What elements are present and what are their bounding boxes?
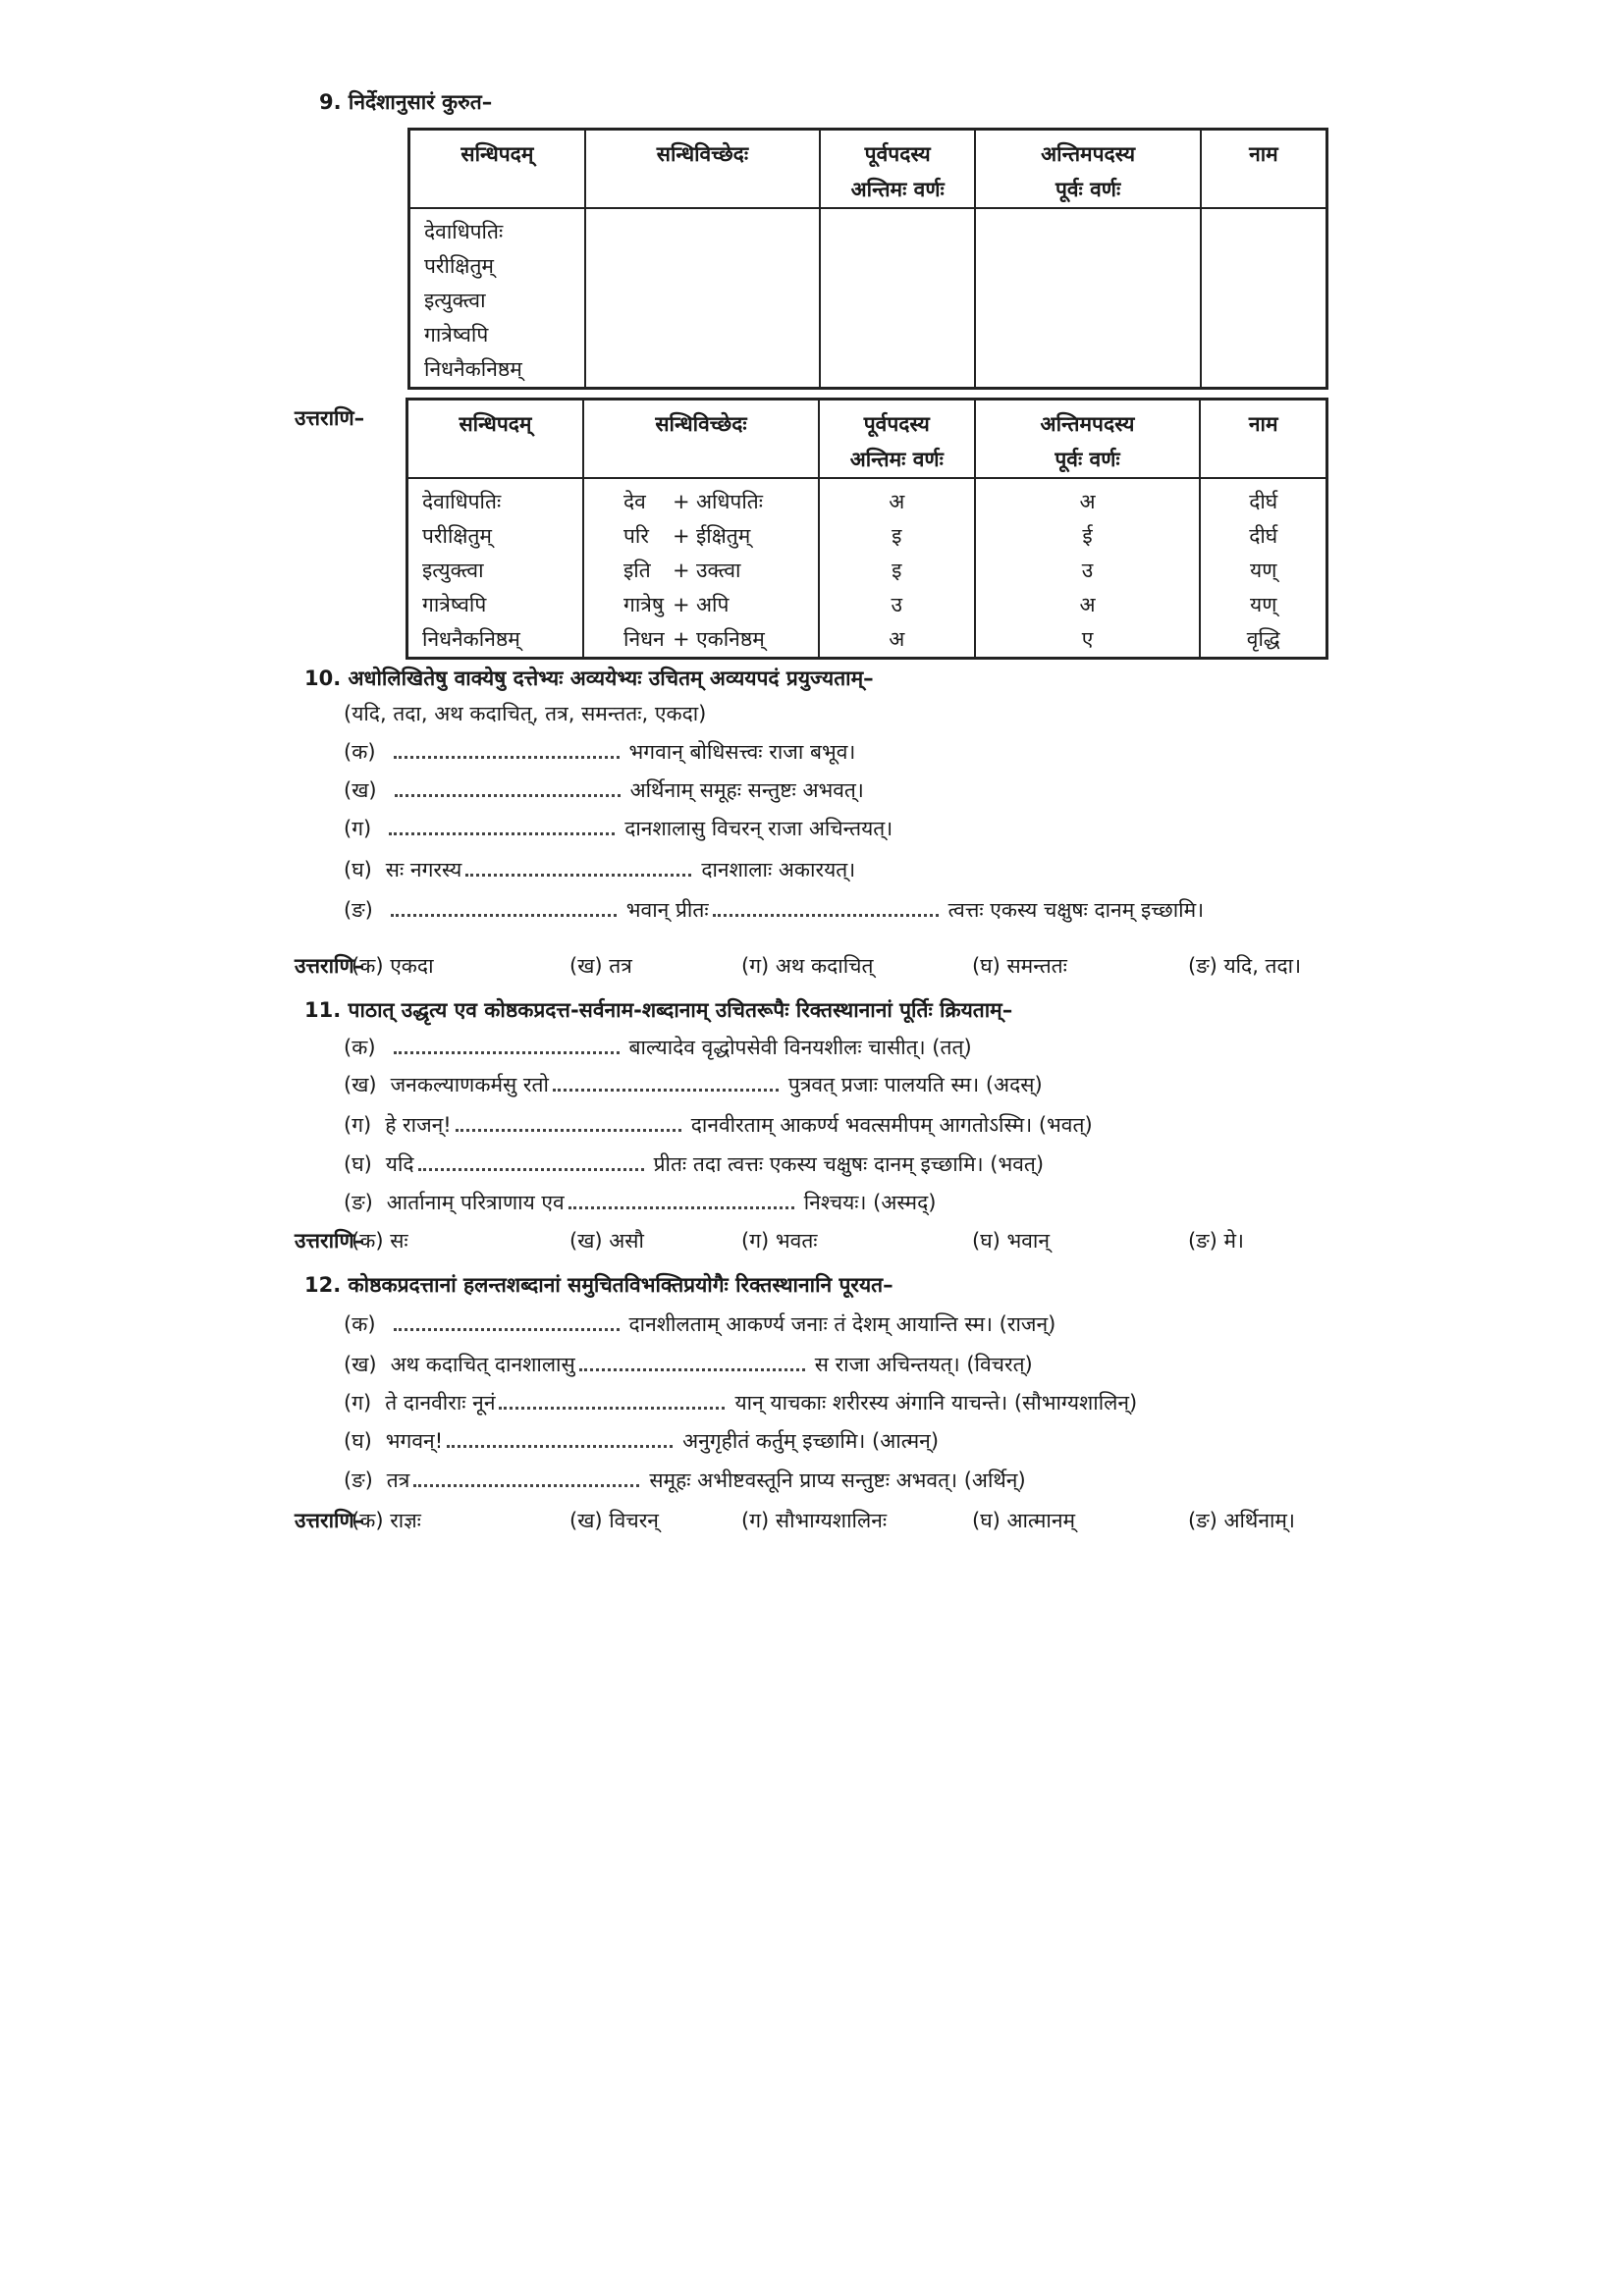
question-item bbox=[344, 738, 855, 766]
fill-blank[interactable] bbox=[394, 746, 620, 759]
col-header: अन्तिमपदस्य पूर्वः वर्णः bbox=[975, 400, 1201, 479]
split-first: इति bbox=[623, 559, 651, 582]
item-label: (घ) bbox=[344, 1429, 372, 1453]
item-label: (ग) bbox=[344, 1113, 372, 1137]
split-first: परि bbox=[623, 524, 649, 548]
empty-cell[interactable] bbox=[820, 208, 975, 389]
item-label: (ख) bbox=[344, 1073, 377, 1096]
answer-item: (ख) असौ bbox=[569, 1229, 644, 1253]
split-second: एकनिष्ठम् bbox=[696, 627, 765, 651]
answer-split-column bbox=[583, 478, 819, 659]
question-item bbox=[344, 1351, 1033, 1378]
answer-last-letter: इ bbox=[892, 559, 902, 582]
item-text: सः नगरस्य bbox=[385, 858, 462, 881]
q9-question-table bbox=[407, 128, 1328, 390]
q9-answer-table bbox=[406, 398, 1328, 660]
word-cell: निधनैकनिष्ठम् bbox=[424, 357, 522, 381]
answer-word: परीक्षितुम् bbox=[422, 524, 492, 548]
fill-blank[interactable] bbox=[394, 1041, 620, 1054]
question-item bbox=[344, 776, 864, 804]
item-text: अनुगृहीतं कर्तुम् इच्छामि। (आत्मन्) bbox=[682, 1429, 940, 1453]
word-cell: इत्युक्त्वा bbox=[424, 289, 486, 312]
item-text: दानशालासु विचरन् राजा अचिन्तयत्। bbox=[624, 817, 893, 840]
answer-last-letter-column bbox=[819, 478, 975, 659]
answer-item: (घ) समन्ततः bbox=[972, 954, 1067, 978]
fill-blank[interactable] bbox=[394, 1318, 620, 1331]
item-label: (क) bbox=[344, 1036, 376, 1059]
plus-sign: + bbox=[673, 559, 690, 582]
q9-heading: 9. निर्देशानुसारं कुरुत– bbox=[319, 90, 493, 114]
question-item bbox=[344, 1427, 939, 1455]
item-label: (ख) bbox=[344, 778, 377, 802]
word-column bbox=[409, 208, 585, 389]
item-text: तत्र bbox=[386, 1468, 410, 1492]
answer-sandhi-name: यण् bbox=[1250, 559, 1277, 582]
col-header: सन्धिविच्छेदः bbox=[583, 400, 819, 479]
answer-item: (ङ) यदि, तदा। bbox=[1188, 954, 1302, 978]
answer-split bbox=[584, 519, 818, 554]
answer-split bbox=[584, 588, 818, 622]
item-label: (क) bbox=[344, 740, 376, 764]
answer-sandhi-name: यण् bbox=[1250, 593, 1277, 616]
answer-item: (ख) विचरन् bbox=[569, 1509, 659, 1532]
item-text: आर्तानाम् परित्राणाय एव bbox=[386, 1191, 565, 1214]
word-cell: देवाधिपतिः bbox=[424, 220, 504, 243]
item-text: यान् याचकाः शरीरस्य अंगानि याचन्ते। (सौभाग्यशालिन्) bbox=[734, 1391, 1138, 1415]
answer-sandhi-name: वृद्धि bbox=[1246, 627, 1280, 651]
empty-cell[interactable] bbox=[975, 208, 1200, 389]
item-text: ते दानवीराः नूनं bbox=[385, 1391, 496, 1415]
item-label: (घ) bbox=[344, 1152, 372, 1176]
answer-last-letter: अ bbox=[889, 490, 905, 513]
answer-item: (ग) अथ कदाचित् bbox=[741, 954, 874, 978]
question-item bbox=[344, 1389, 1137, 1416]
question-item bbox=[344, 1150, 1044, 1178]
item-text: बाल्यादेव वृद्धोपसेवी विनयशीलः चासीत्। (तत्) bbox=[628, 1036, 972, 1059]
fill-blank[interactable] bbox=[579, 1359, 805, 1371]
answer-first-letter: अ bbox=[1079, 593, 1096, 616]
fill-blank[interactable] bbox=[391, 904, 617, 917]
item-text: निश्चयः। (अस्मद्) bbox=[803, 1191, 937, 1214]
fill-blank[interactable] bbox=[499, 1397, 725, 1410]
item-text: यदि bbox=[385, 1152, 414, 1176]
answer-label: उत्तराणि– bbox=[295, 1229, 365, 1253]
item-text: हे राजन्! bbox=[385, 1113, 452, 1137]
col-header: पूर्वपदस्य अन्तिमः वर्णः bbox=[820, 130, 975, 209]
question-item bbox=[344, 1111, 1093, 1139]
answer-item: (क) एकदा bbox=[352, 954, 434, 978]
answer-item: (घ) आत्मानम् bbox=[972, 1509, 1076, 1532]
item-text: जनकल्याणकर्मसु रतो bbox=[390, 1073, 549, 1096]
col-header: नाम bbox=[1201, 130, 1327, 209]
answer-item: (क) राज्ञः bbox=[352, 1509, 421, 1532]
item-text: दानवीरताम् आकर्ण्य भवत्समीपम् आगतोऽस्मि। (भवत्) bbox=[690, 1113, 1093, 1137]
answer-item: (घ) भवान् bbox=[972, 1229, 1051, 1253]
answer-word: गात्रेष्वपि bbox=[422, 593, 487, 616]
item-text: प्रीतः तदा त्वत्तः एकस्य चक्षुषः दानम् इच्छामि। (भवत्) bbox=[653, 1152, 1045, 1176]
plus-sign: + bbox=[673, 627, 690, 651]
fill-blank[interactable] bbox=[465, 864, 691, 877]
answer-last-letter: अ bbox=[889, 627, 905, 651]
answer-split bbox=[584, 485, 818, 519]
answer-item: (क) सः bbox=[352, 1229, 408, 1253]
question-item bbox=[344, 1071, 1043, 1098]
plus-sign: + bbox=[673, 593, 690, 616]
q9-answer-label: उत्तराणि– bbox=[295, 406, 365, 430]
answer-first-letter: उ bbox=[1081, 559, 1094, 582]
answer-name-column bbox=[1200, 478, 1326, 659]
item-text: अथ कदाचित् दानशालासु bbox=[390, 1353, 575, 1376]
split-second: ईक्षितुम् bbox=[696, 524, 751, 548]
item-label: (ङ) bbox=[344, 898, 373, 922]
answer-first-letter: ए bbox=[1081, 627, 1094, 651]
fill-blank[interactable] bbox=[418, 1158, 644, 1171]
item-text: दानशालाः अकारयत्। bbox=[701, 858, 856, 881]
answer-word-column bbox=[407, 478, 584, 659]
item-text: दानशीलताम् आकर्ण्य जनाः तं देशम् आयान्ति स्म। (राजन्) bbox=[628, 1312, 1056, 1336]
answer-last-letter: इ bbox=[892, 524, 902, 548]
split-second: अपि bbox=[696, 593, 730, 616]
q11-heading: 11. पाठात् उद्धृत्य एव कोष्ठकप्रदत्त-सर्वनाम-शब्दानाम् उचितरूपैः रिक्तस्थानानां पूर्तिः क्रियताम्– bbox=[304, 998, 1013, 1022]
answer-label: उत्तराणि– bbox=[295, 1509, 365, 1532]
answer-first-letter-column bbox=[975, 478, 1201, 659]
answer-word: देवाधिपतिः bbox=[422, 490, 502, 513]
word-cell: परीक्षितुम् bbox=[424, 254, 494, 278]
empty-cell[interactable] bbox=[585, 208, 820, 389]
answer-last-letter: उ bbox=[891, 593, 903, 616]
item-text: अर्थिनाम् समूहः सन्तुष्टः अभवत्। bbox=[629, 778, 864, 802]
fill-blank[interactable] bbox=[395, 784, 621, 797]
item-text: पुत्रवत् प्रजाः पालयति स्म। (अदस्) bbox=[787, 1073, 1043, 1096]
q12-heading: 12. कोष्ठकप्रदत्तानां हलन्तशब्दानां समुचितविभक्तिप्रयोगैः रिक्तस्थानानि पूरयत– bbox=[304, 1273, 893, 1297]
q10-options: (यदि, तदा, अथ कदाचित्, तत्र, समन्ततः, एकदा) bbox=[344, 702, 707, 725]
item-label: (ङ) bbox=[344, 1468, 373, 1492]
answer-label: उत्तराणि– bbox=[295, 954, 365, 978]
item-text: समूहः अभीष्टवस्तूनि प्राप्य सन्तुष्टः अभवत्। (अर्थिन्) bbox=[649, 1468, 1026, 1492]
answer-split bbox=[584, 554, 818, 588]
question-item bbox=[344, 896, 1204, 924]
answer-split bbox=[584, 622, 818, 657]
q11-answers bbox=[295, 1227, 1244, 1255]
item-text: स राजा अचिन्तयत्। (विचरत्) bbox=[814, 1353, 1033, 1376]
empty-cell[interactable] bbox=[1201, 208, 1327, 389]
item-label: (घ) bbox=[344, 858, 372, 881]
col-header: अन्तिमपदस्य पूर्वः वर्णः bbox=[975, 130, 1200, 209]
fill-blank[interactable] bbox=[447, 1435, 673, 1448]
q10-answers bbox=[295, 952, 1302, 980]
col-header: सन्धिपदम् bbox=[407, 400, 584, 479]
split-first: गात्रेषु bbox=[623, 593, 664, 616]
question-item bbox=[344, 856, 855, 883]
answer-item: (ङ) मे। bbox=[1188, 1229, 1244, 1253]
plus-sign: + bbox=[673, 524, 690, 548]
answer-item: (ग) सौभाग्यशालिनः bbox=[741, 1509, 888, 1532]
answer-item: (ङ) अर्थिनाम्। bbox=[1188, 1509, 1295, 1532]
col-header: सन्धिपदम् bbox=[409, 130, 585, 209]
item-label: (ग) bbox=[344, 817, 372, 840]
item-label: (ख) bbox=[344, 1353, 377, 1376]
answer-word: निधनैकनिष्ठम् bbox=[422, 627, 520, 651]
fill-blank[interactable] bbox=[389, 823, 615, 835]
answer-first-letter: ई bbox=[1082, 524, 1093, 548]
answer-sandhi-name: दीर्घ bbox=[1249, 524, 1278, 548]
item-text: भगवान् बोधिसत्त्वः राजा बभूव। bbox=[628, 740, 856, 764]
answer-sandhi-name: दीर्घ bbox=[1249, 490, 1278, 513]
question-item bbox=[344, 815, 893, 842]
item-text: भगवन्! bbox=[385, 1429, 444, 1453]
split-first: देव bbox=[623, 490, 646, 513]
fill-blank[interactable] bbox=[568, 1197, 794, 1209]
col-header: सन्धिविच्छेदः bbox=[585, 130, 820, 209]
word-cell: गात्रेष्वपि bbox=[424, 323, 489, 347]
q10-heading: 10. अधोलिखितेषु वाक्येषु दत्तेभ्यः अव्ययेभ्यः उचितम् अव्ययपदं प्रयुज्यताम्– bbox=[304, 667, 874, 690]
answer-word: इत्युक्त्वा bbox=[422, 559, 484, 582]
question-item bbox=[344, 1467, 1026, 1494]
question-item bbox=[344, 1189, 936, 1216]
split-first: निधन bbox=[623, 627, 665, 651]
item-text: भवान् प्रीतः bbox=[625, 898, 709, 922]
answer-item: (ख) तत्र bbox=[569, 954, 632, 978]
split-second: अधिपतिः bbox=[696, 490, 763, 513]
q12-answers bbox=[295, 1507, 1295, 1534]
plus-sign: + bbox=[673, 490, 690, 513]
item-label: (ग) bbox=[344, 1391, 372, 1415]
fill-blank[interactable] bbox=[456, 1119, 681, 1132]
item-text: त्वत्तः एकस्य चक्षुषः दानम् इच्छामि। bbox=[947, 898, 1205, 922]
item-label: (ङ) bbox=[344, 1191, 373, 1214]
answer-item: (ग) भवतः bbox=[741, 1229, 818, 1253]
split-second: उक्त्वा bbox=[696, 559, 741, 582]
col-header: पूर्वपदस्य अन्तिमः वर्णः bbox=[819, 400, 975, 479]
question-item bbox=[344, 1310, 1055, 1338]
fill-blank[interactable] bbox=[713, 904, 939, 917]
answer-first-letter: अ bbox=[1079, 490, 1096, 513]
fill-blank[interactable] bbox=[413, 1474, 639, 1487]
fill-blank[interactable] bbox=[553, 1079, 779, 1092]
item-label: (क) bbox=[344, 1312, 376, 1336]
question-item bbox=[344, 1034, 972, 1061]
col-header: नाम bbox=[1200, 400, 1326, 479]
